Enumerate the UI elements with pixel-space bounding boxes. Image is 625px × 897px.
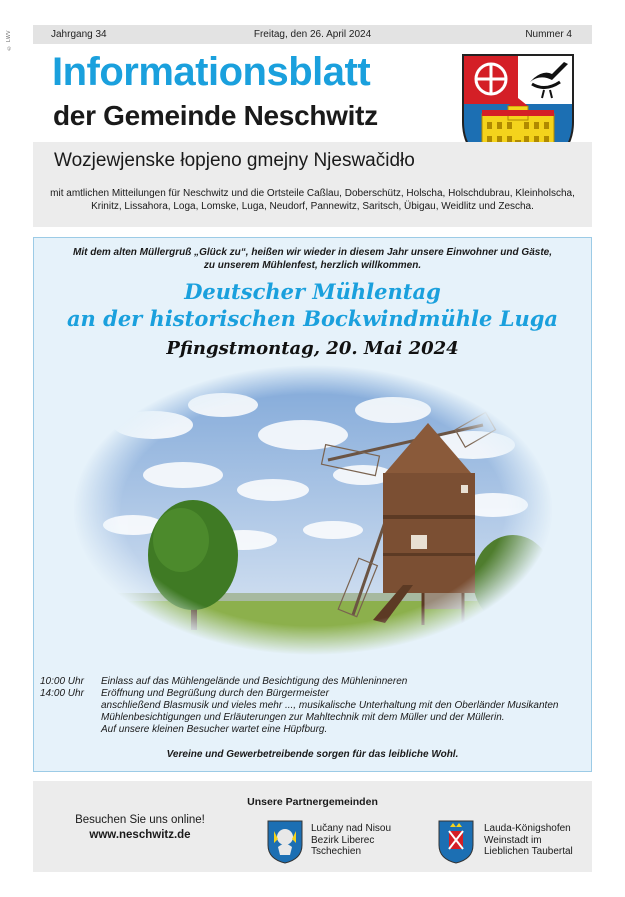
schedule-time: 10:00 Uhr: [40, 676, 84, 687]
schedule-row: [40, 724, 585, 736]
schedule-time: [40, 724, 101, 736]
visit-online: [55, 813, 225, 843]
partner-country: Tschechien: [311, 846, 362, 857]
partner-crest-lucany-icon: [266, 819, 304, 865]
partner-heading: Unsere Partnergemeinden: [247, 796, 378, 808]
print-code: © LWV: [6, 30, 12, 51]
visit-label: Besuchen Sie uns online!: [75, 814, 205, 826]
event-closing: Vereine und Gewerbetreibende sorgen für das leibliche Wohl.: [166, 749, 459, 760]
event-schedule: [40, 676, 585, 736]
schedule-time: [40, 712, 101, 724]
website-link[interactable]: www.neschwitz.de: [89, 829, 191, 841]
event-location: an der historischen Bockwindmühle Luga: [66, 306, 559, 331]
issue-number: Nummer 4: [525, 29, 572, 40]
sorbian-title: Wozjewjenske łopjeno gmejny Njeswačidło: [54, 150, 415, 171]
schedule-row: [40, 700, 585, 712]
event-date: Pfingstmontag, 20. Mai 2024: [166, 338, 459, 359]
partner-name: Lučany nad Nisou: [311, 823, 392, 834]
volume-label: Jahrgang 34: [51, 29, 107, 40]
masthead-info-bar: [33, 25, 592, 44]
schedule-row: [40, 676, 585, 688]
partner-lauda: [484, 823, 573, 858]
schedule-text: Mühlenbesichtigungen und Erläuterungen zur Mahltechnik mit dem Müller und der Müllerin.: [101, 712, 505, 723]
greeting-line-2: zu unserem Mühlenfest, herzlich willkommen.: [203, 260, 422, 271]
districts-note: mit amtlichen Mitteilungen für Neschwitz und die Ortsteile Caßlau, Doberschütz, Holscha, Holschdubrau, Kleinholscha, Krinitz, Lissahora, Loga, Lomske, Luga, Neudorf, Pannewitz, Saritsch, Übigau, Weidlitz und Zescha.: [50, 188, 575, 212]
schedule-time: [40, 700, 101, 712]
schedule-row: [40, 688, 585, 700]
partner-region: Bezirk Liberec: [311, 834, 375, 846]
schedule-time: 14:00 Uhr: [40, 688, 84, 699]
partner-region: Weinstadt im: [484, 834, 542, 846]
schedule-text: Eröffnung und Begrüßung durch den Bürgermeister: [101, 688, 329, 699]
schedule-text: Auf unsere kleinen Besucher wartet eine Hüpfburg.: [101, 724, 328, 735]
event-headline: Deutscher Mühlentag: [184, 279, 441, 304]
schedule-text: Einlass auf das Mühlengelände und Besichtigung des Mühleninneren: [101, 676, 408, 687]
partner-name: Lauda-Königshofen: [484, 823, 571, 834]
event-greeting: [45, 246, 580, 272]
greeting-line-1: Mit dem alten Müllergruß „Glück zu“, heißen wir wieder in diesem Jahr unsere Einwohner und Gäste,: [73, 247, 552, 258]
partner-crest-lauda-icon: [437, 819, 475, 865]
partner-lucany: [311, 823, 391, 858]
schedule-text: anschließend Blasmusik und vieles mehr ..., musikalische Unterhaltung mit den Oberländer Musikanten: [101, 700, 559, 711]
page-title: Informationsblatt: [52, 50, 371, 94]
issue-date: Freitag, den 26. April 2024: [253, 29, 372, 40]
partner-region-2: Lieblichen Taubertal: [484, 846, 573, 857]
windmill-photo: [73, 365, 553, 655]
schedule-row: [40, 712, 585, 724]
page-subtitle: der Gemeinde Neschwitz: [53, 100, 378, 131]
